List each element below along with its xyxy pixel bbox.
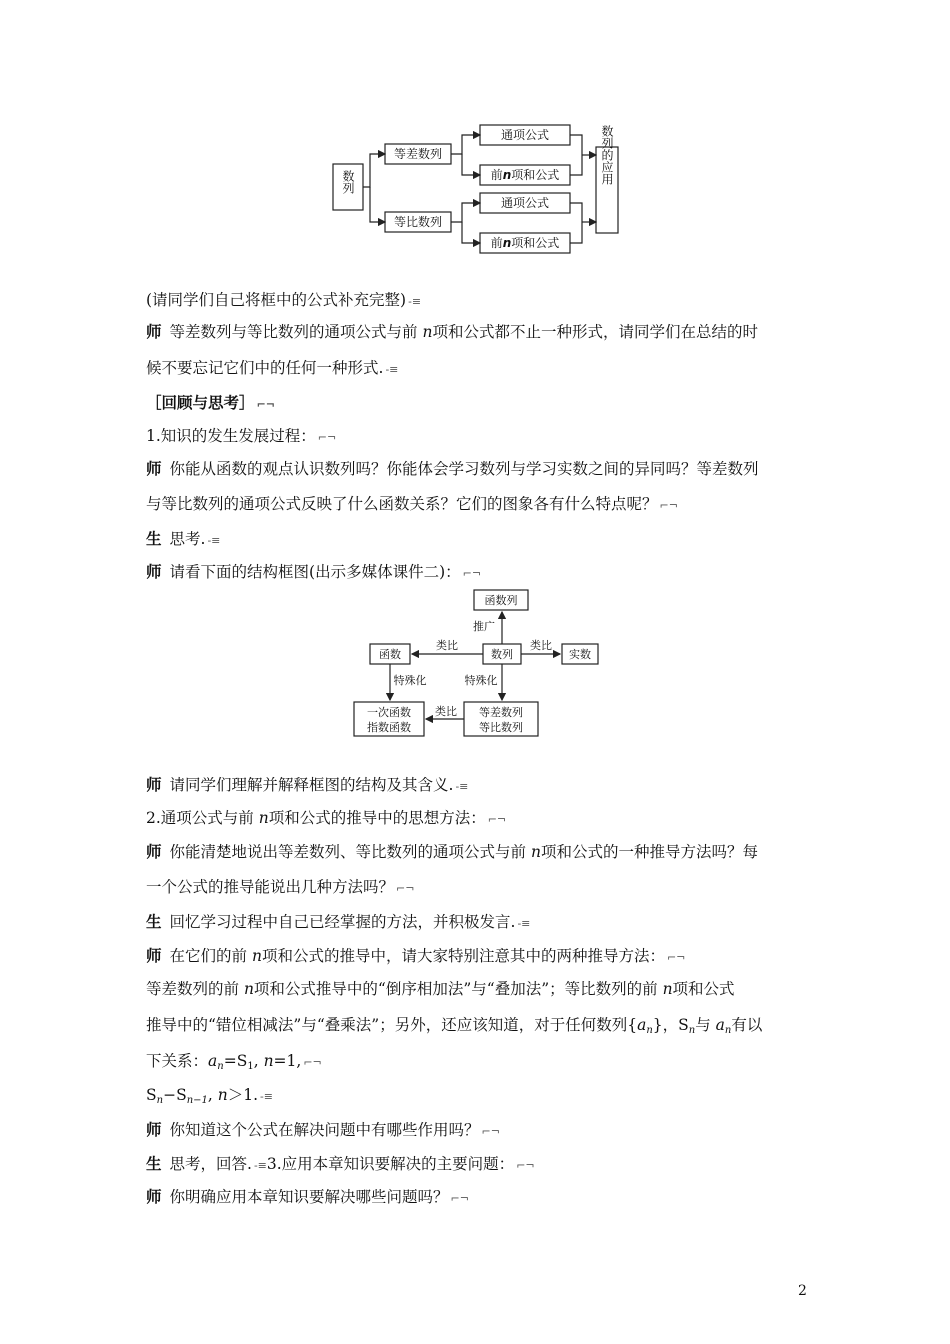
page-number: 2 <box>798 1283 807 1299</box>
node-function: 函数 <box>379 648 401 661</box>
paragraph-12: 等差数列的前 n项和公式推导中的“倒序相加法”与“叠加法”；等比数列的前 n项和公式 <box>146 980 735 998</box>
node-function-sequence: 函数列 <box>484 594 518 607</box>
paragraph-5: 生 思考. -≡ <box>146 529 221 548</box>
node-arithmetic: 等差数列 <box>393 147 443 161</box>
paragraph-9b: 一个公式的推导能说出几种方法吗？ ⌐¬ <box>146 878 415 896</box>
paragraph-6: 师 请看下面的结构框图(出示多媒体课件二)： ⌐¬ <box>146 562 482 581</box>
label-special-left: 特殊化 <box>393 674 427 687</box>
structure-diagram-2 <box>350 586 600 740</box>
paragraph-15: 师 你明确应用本章知识要解决哪些问题吗？ ⌐¬ <box>146 1187 469 1206</box>
node-real: 实数 <box>569 648 591 661</box>
node-geometric-2: 等比数列 <box>479 721 523 734</box>
formula-line-1: 下关系：$a_n=S_1$, n=1, ⌐¬ <box>146 1052 322 1072</box>
node-application: 数列的应用 <box>600 125 614 185</box>
paragraph-11: 师 在它们的前 n项和公式的推导中，请大家特别注意其中的两种推导方法： ⌐¬ <box>146 946 686 965</box>
node-geometric: 等比数列 <box>393 215 443 229</box>
formula-line-2: $S_n-S_{n-1}$, n＞1. -≡ <box>146 1086 273 1106</box>
paragraph-8: 2.通项公式与前 n项和公式的推导中的思想方法： ⌐¬ <box>146 809 507 827</box>
paragraph-10: 生 回忆学习过程中自己已经掌握的方法，并积极发言. -≡ <box>146 912 531 931</box>
paragraph-2b: 候不要忘记它们中的任何一种形式. -≡ <box>146 359 399 377</box>
label-special-right: 特殊化 <box>464 674 498 687</box>
paragraph-14: 生 思考，回答. -≡3.应用本章知识要解决的主要问题： ⌐¬ <box>146 1154 535 1173</box>
node-sequence-1: 数列 <box>341 170 355 194</box>
paragraph-7: 师 请同学们理解并解释框图的结构及其含义. -≡ <box>146 775 469 794</box>
paragraph-9: 师 你能清楚地说出等差数列、等比数列的通项公式与前 n项和公式的一种推导方法吗？每 <box>146 842 758 861</box>
paragraph-2: 师 等差数列与等比数列的通项公式与前 n项和公式都不止一种形式，请同学们在总结的时 <box>146 322 758 341</box>
node-general-2: 通项公式 <box>500 196 550 210</box>
node-general-1: 通项公式 <box>500 128 550 142</box>
label-generalize: 推广 <box>473 620 495 633</box>
node-sum-1: 前n项和公式 <box>490 168 560 182</box>
node-linear-function: 一次函数 <box>367 706 411 719</box>
node-exponential-function: 指数函数 <box>367 721 411 734</box>
paragraph-13: 师 你知道这个公式在解决问题中有哪些作用吗？ ⌐¬ <box>146 1120 500 1139</box>
node-arithmetic-2: 等差数列 <box>479 706 523 719</box>
structure-diagram-1 <box>330 122 620 258</box>
paragraph-4b: 与等比数列的通项公式反映了什么函数关系？它们的图象各有什么特点呢？ ⌐¬ <box>146 495 678 513</box>
paragraph-12b: 推导中的“错位相减法”与“叠乘法”；另外，还应该知道，对于任何数列$\{a_n\}$，$S_n$与 $a_n$有以 <box>146 1016 763 1036</box>
node-sum-2: 前n项和公式 <box>490 236 560 250</box>
label-analogy-bottom: 类比 <box>435 705 457 718</box>
node-sequence-2: 数列 <box>491 648 513 661</box>
label-analogy-right: 类比 <box>530 639 552 652</box>
paragraph-4: 师 你能从函数的观点认识数列吗？你能体会学习数列与学习实数之间的异同吗？等差数列 <box>146 459 759 478</box>
label-analogy-left: 类比 <box>436 639 458 652</box>
paragraph-3: 1.知识的发生发展过程： ⌐¬ <box>146 427 337 445</box>
paragraph-1: (请同学们自己将框中的公式补充完整) -≡ <box>146 291 422 309</box>
section-heading: ［回顾与思考］ ⌐¬ <box>146 393 275 412</box>
